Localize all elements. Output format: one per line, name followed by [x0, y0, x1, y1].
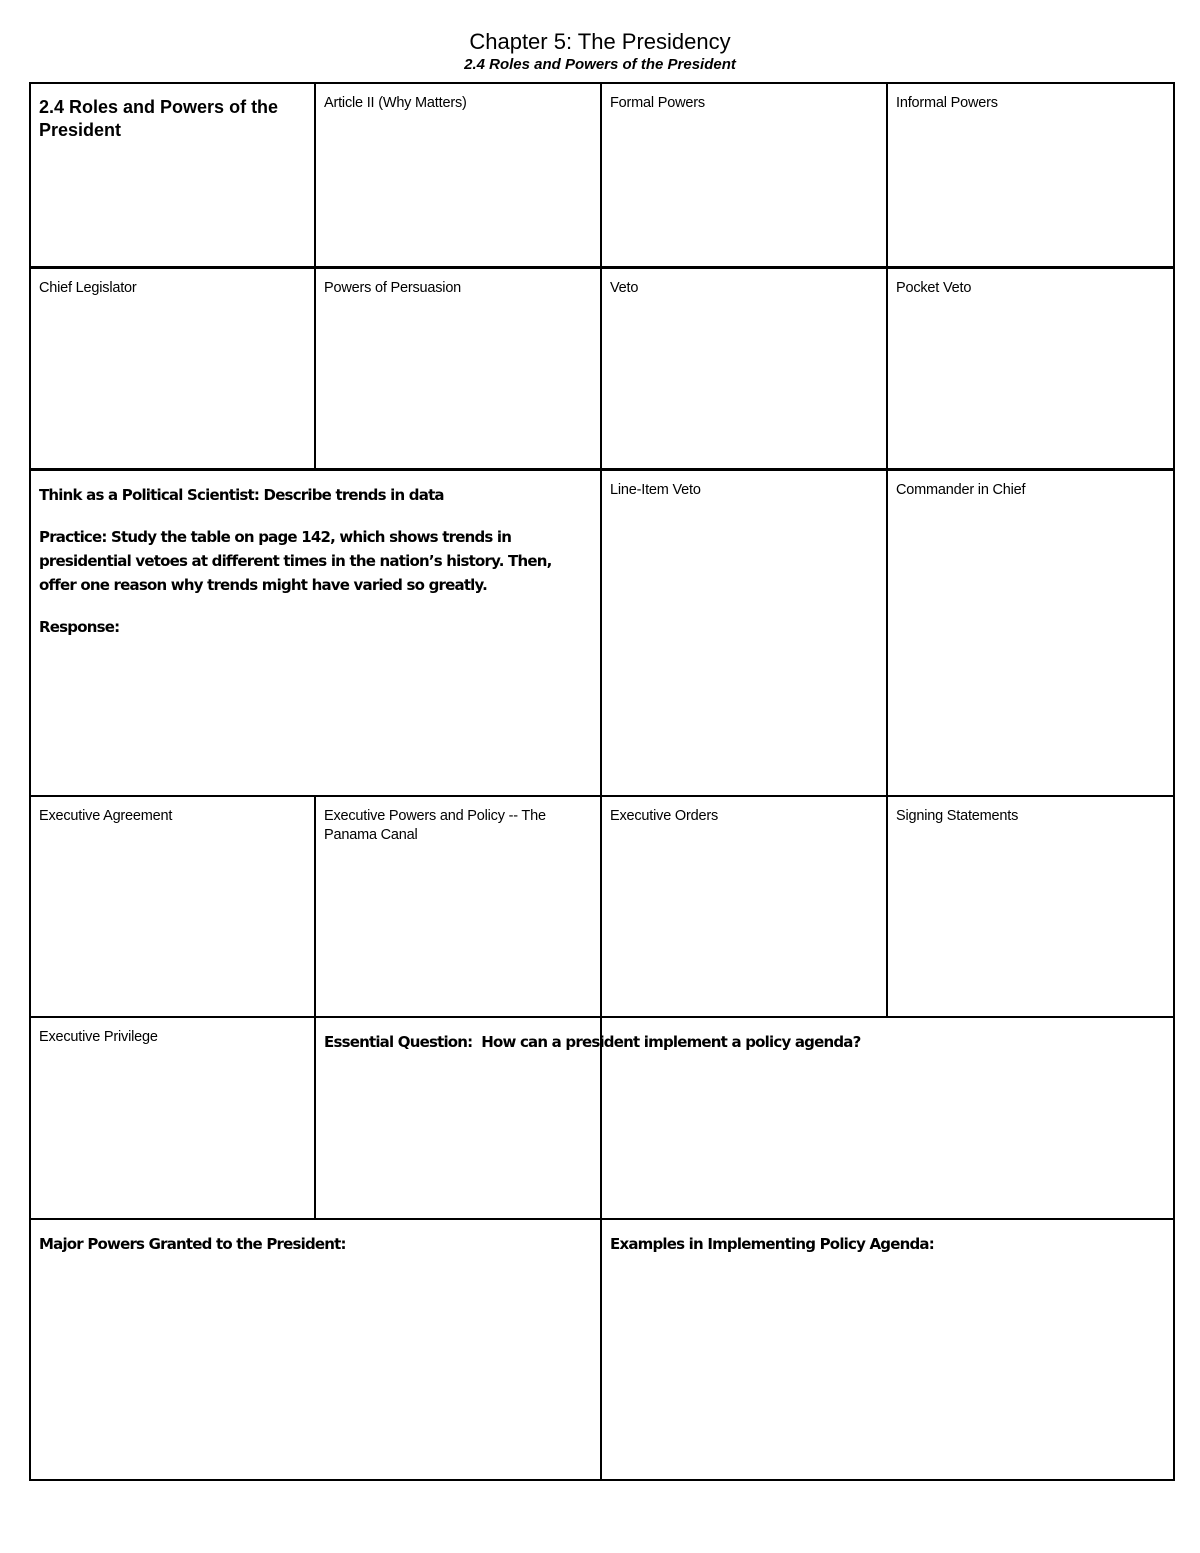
cell-commander-in-chief[interactable]: [888, 471, 1173, 795]
cell-label: Chief Legislator: [39, 280, 137, 296]
cell-label: Informal Powers: [896, 95, 998, 111]
major-powers-label: Major Powers Granted to the President:: [39, 1235, 346, 1253]
cell-chief-legislator[interactable]: [31, 269, 314, 468]
cell-label: Commander in Chief: [896, 482, 1026, 498]
cell-label: Executive Powers and Policy -- The Panama Canal: [324, 808, 546, 843]
cell-article-ii[interactable]: [316, 84, 600, 266]
cell-executive-agreement[interactable]: [31, 797, 314, 1016]
cell-political-scientist-practice[interactable]: [31, 471, 600, 795]
think-heading: Think as a Political Scientist: Describe trends in data: [39, 486, 444, 504]
cell-executive-privilege[interactable]: [31, 1018, 314, 1218]
essential-question: Essential Question: How can a president implement a policy agenda?: [324, 1033, 861, 1051]
cell-executive-orders[interactable]: [602, 797, 886, 1016]
cell-major-powers[interactable]: [31, 1220, 600, 1479]
cell-essential-question[interactable]: [316, 1018, 1173, 1218]
cell-policy-examples[interactable]: [602, 1220, 1173, 1479]
cell-label: Executive Agreement: [39, 808, 173, 824]
cell-signing-statements[interactable]: [888, 797, 1173, 1016]
document-header: [0, 28, 1200, 74]
notes-grid: [29, 82, 1175, 1481]
cell-powers-of-persuasion[interactable]: [316, 269, 600, 468]
cell-veto[interactable]: [602, 269, 886, 468]
page-subtitle: 2.4 Roles and Powers of the President: [464, 56, 736, 73]
cell-label: Powers of Persuasion: [324, 280, 462, 296]
cell-label: Executive Orders: [610, 808, 719, 824]
cell-panama-canal[interactable]: [316, 797, 600, 1016]
cell-pocket-veto[interactable]: [888, 269, 1173, 468]
cell-label: Article II (Why Matters): [324, 95, 467, 111]
practice-prompt: Practice: Study the table on page 142, which shows trends in presidential vetoes at different times in the nation’s history. Then, offer one reason why trends might have varied so greatly.: [39, 528, 552, 594]
cell-label: Veto: [610, 280, 639, 296]
cell-roles-and-powers[interactable]: [31, 84, 314, 266]
cell-label: Line-Item Veto: [610, 482, 701, 498]
cell-label: Formal Powers: [610, 95, 705, 111]
policy-examples-label: Examples in Implementing Policy Agenda:: [610, 1235, 934, 1253]
response-label: Response:: [39, 618, 120, 636]
cell-label: Executive Privilege: [39, 1029, 158, 1045]
cell-label: Pocket Veto: [896, 280, 972, 296]
cell-label: Signing Statements: [896, 808, 1019, 824]
cell-formal-powers[interactable]: [602, 84, 886, 266]
cell-label: 2.4 Roles and Powers of the President: [39, 97, 279, 140]
cell-line-item-veto[interactable]: [602, 471, 886, 795]
cell-informal-powers[interactable]: [888, 84, 1173, 266]
page-title: Chapter 5: The Presidency: [469, 29, 731, 54]
